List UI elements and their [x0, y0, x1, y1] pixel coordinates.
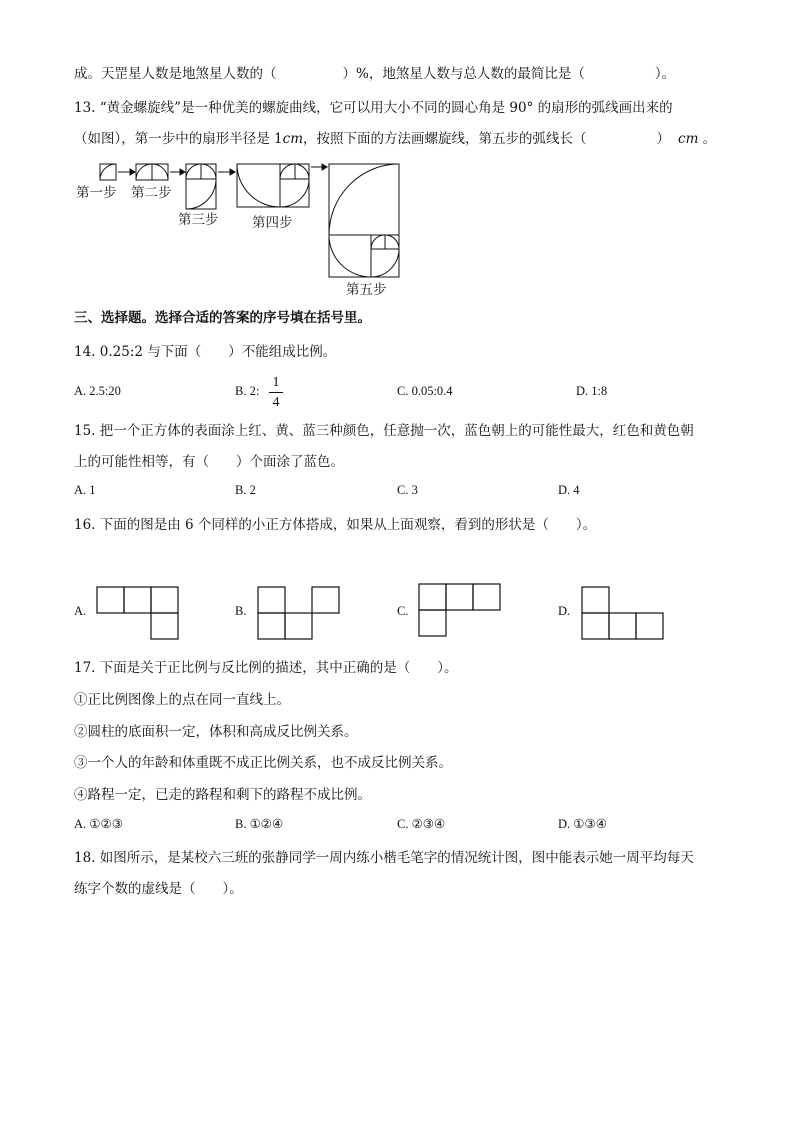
q17-option-d: D. ①③④ — [558, 817, 607, 831]
top-view-option-b — [258, 587, 339, 639]
q17-item-4: ④路程一定，已走的路程和剩下的路程不成比例。 — [74, 787, 371, 803]
step-label-1: 第一步 — [76, 185, 117, 201]
q17-item-2: ②圆柱的底面积一定，体积和高成反比例关系。 — [74, 724, 358, 740]
q18-line2: 练字个数的虚线是（ ）。 — [74, 881, 243, 897]
q15-option-c: C. 3 — [397, 483, 418, 497]
q14-stem: 14. 0.25:2 与下面（ ）不能组成比例。 — [74, 344, 337, 360]
q12-line: 成。天罡星人数是地煞星人数的（ ）%，地煞星人数与总人数的最简比是（ ）。 — [74, 66, 676, 82]
q16-label-b: B. — [235, 604, 247, 618]
spiral-step-2 — [136, 164, 168, 180]
spiral-step-3 — [186, 164, 216, 209]
spiral-step-1 — [100, 164, 116, 180]
spiral-step-5 — [329, 164, 399, 277]
q15-line2: 上的可能性相等，有（ ）个面涂了蓝色。 — [74, 454, 344, 470]
top-view-option-c — [419, 584, 500, 636]
q17-option-b: B. ①②④ — [235, 817, 284, 831]
step-label-3: 第三步 — [178, 212, 219, 228]
top-view-option-d — [582, 587, 663, 639]
q15-option-d: D. 4 — [558, 483, 580, 497]
q17-option-c: C. ②③④ — [397, 817, 446, 831]
q16-stem: 16. 下面的图是由 6 个同样的小正方体搭成，如果从上面观察，看到的形状是（ ）。 — [74, 517, 597, 533]
q16-label-c: C. — [397, 604, 409, 618]
q13-line1: 13. “黄金螺旋线”是一种优美的螺旋曲线，它可以用大小不同的圆心角是 90° 的扇形的弧线画出来的 — [74, 100, 673, 116]
q14-option-b-fraction: 1 4 — [269, 374, 283, 411]
q16-label-a: A. — [74, 604, 87, 618]
q16-label-d: D. — [558, 604, 571, 618]
q18-line1: 18. 如图所示，是某校六三班的张静同学一周内练小楷毛笔字的情况统计图，图中能表示她一周平均每天 — [74, 850, 694, 866]
top-view-option-a — [97, 587, 178, 639]
step-label-4: 第四步 — [252, 215, 293, 231]
q14-option-d: D. 1:8 — [576, 384, 608, 398]
q15-option-b: B. 2 — [235, 483, 256, 497]
q17-item-1: ①正比例图像上的点在同一直线上。 — [74, 692, 290, 708]
spiral-step-4 — [237, 164, 309, 207]
q17-item-3: ③一个人的年龄和体重既不成正比例关系，也不成反比例关系。 — [74, 755, 452, 771]
q17-option-a: A. ①②③ — [74, 817, 123, 831]
q13-line2: （如图），第一步中的扇形半径是 1cm，按照下面的方法画螺旋线，第五步的弧线长（ ） cm 。 — [74, 131, 717, 147]
q15-line1: 15. 把一个正方体的表面涂上红、黄、蓝三种颜色，任意抛一次，蓝色朝上的可能性最大，红色和黄色朝 — [74, 423, 694, 439]
step-label-2: 第二步 — [131, 185, 172, 201]
q14-option-b: B. 2: — [235, 384, 260, 398]
q15-option-a: A. 1 — [74, 483, 96, 497]
q17-stem: 17. 下面是关于正比例与反比例的描述，其中正确的是（ ）。 — [74, 660, 458, 676]
q14-option-c: C. 0.05:0.4 — [397, 384, 453, 398]
step-label-5: 第五步 — [346, 282, 387, 298]
q14-option-a: A. 2.5:20 — [74, 384, 121, 398]
section-title: 三、选择题。选择合适的答案的序号填在括号里。 — [74, 310, 371, 326]
